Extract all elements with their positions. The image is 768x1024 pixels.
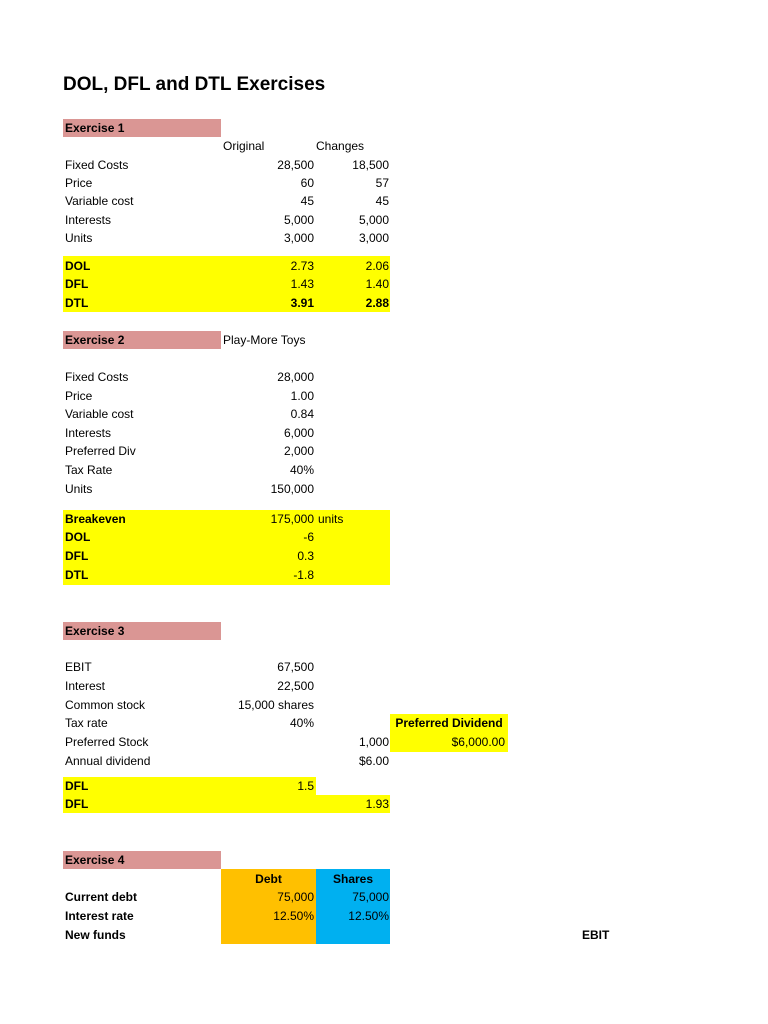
row-value: 0.84: [290, 407, 314, 421]
row-label: Price: [65, 176, 93, 190]
column-shares: Shares: [332, 872, 374, 886]
original-value: 5,000: [283, 213, 314, 227]
row-label: Units: [65, 482, 93, 496]
breakeven-value: 175,000: [270, 512, 314, 526]
result-value: 1.5: [297, 779, 314, 793]
exercise-4-header: Exercise 4: [65, 853, 125, 867]
company-name: Play-More Toys: [223, 333, 306, 347]
row-label: Fixed Costs: [65, 370, 129, 384]
column-original: Original: [223, 139, 265, 153]
row-value: 6,000: [283, 426, 314, 440]
result-value-2: 1.93: [365, 797, 389, 811]
exercise-3-header: Exercise 3: [65, 624, 125, 638]
row-label: Interest rate: [65, 909, 134, 923]
row-label: Interests: [65, 426, 112, 440]
result-label: DOL: [65, 530, 91, 544]
changes-value: 57: [375, 176, 389, 190]
original-value: 2.73: [290, 259, 314, 273]
original-value: 60: [300, 176, 314, 190]
result-label: DTL: [65, 568, 89, 582]
original-value: 3.91: [290, 296, 314, 310]
result-label: Breakeven: [65, 512, 126, 526]
row-label: Common stock: [65, 698, 146, 712]
row-label: Fixed Costs: [65, 158, 129, 172]
shares-value: 12.50%: [348, 909, 389, 923]
preferred-dividend-label: Preferred Dividend: [395, 716, 503, 730]
changes-value: 2.06: [365, 259, 389, 273]
row-label: Preferred Div: [65, 444, 136, 458]
debt-value: 75,000: [277, 890, 314, 904]
result-value: 0.3: [297, 549, 314, 563]
column-debt: Debt: [255, 872, 282, 886]
preferred-dividend-value: $6,000.00: [451, 735, 505, 749]
changes-value: 2.88: [365, 296, 389, 310]
result-label: DTL: [65, 296, 89, 310]
result-label: DOL: [65, 259, 91, 273]
row-label: Variable cost: [65, 194, 134, 208]
result-label: DFL: [65, 797, 89, 811]
ebit-label: EBIT: [582, 928, 610, 942]
row-label: Price: [65, 389, 93, 403]
row-label: Tax Rate: [65, 463, 113, 477]
row-label: Preferred Stock: [65, 735, 149, 749]
changes-value: 5,000: [358, 213, 389, 227]
result-label: DFL: [65, 549, 89, 563]
result-label: DFL: [65, 277, 89, 291]
row-value: 2,000: [283, 444, 314, 458]
changes-value: 3,000: [358, 231, 389, 245]
row-label: Variable cost: [65, 407, 134, 421]
row-value: 150,000: [270, 482, 314, 496]
shares-value: 75,000: [352, 890, 389, 904]
breakeven-unit: units: [318, 512, 344, 526]
row-value-2: $6.00: [358, 754, 389, 768]
row-label: Annual dividend: [65, 754, 151, 768]
row-label: Interest: [65, 679, 106, 693]
row-label: New funds: [65, 928, 126, 942]
changes-value: 45: [375, 194, 389, 208]
row-value: 67,500: [277, 660, 314, 674]
row-value: 15,000 shares: [237, 698, 314, 712]
result-label: DFL: [65, 779, 89, 793]
row-value: 40%: [289, 716, 314, 730]
exercise-1-header: Exercise 1: [65, 121, 125, 135]
row-value: 1.00: [290, 389, 314, 403]
row-label: Current debt: [65, 890, 137, 904]
page-title: DOL, DFL and DTL Exercises: [63, 74, 326, 95]
row-label: Tax rate: [65, 716, 108, 730]
row-value: 40%: [289, 463, 314, 477]
row-value-2: 1,000: [358, 735, 389, 749]
changes-value: 1.40: [365, 277, 389, 291]
column-changes: Changes: [316, 139, 365, 153]
debt-value: 12.50%: [273, 909, 314, 923]
row-value: 22,500: [277, 679, 314, 693]
original-value: 45: [300, 194, 314, 208]
row-label: EBIT: [65, 660, 92, 674]
original-value: 28,500: [277, 158, 314, 172]
row-label: Interests: [65, 213, 112, 227]
original-value: 1.43: [290, 277, 314, 291]
exercise-2-header: Exercise 2: [65, 333, 125, 347]
row-label: Units: [65, 231, 93, 245]
original-value: 3,000: [283, 231, 314, 245]
result-value: -1.8: [293, 568, 314, 582]
row-value: 28,000: [277, 370, 314, 384]
changes-value: 18,500: [352, 158, 389, 172]
result-value: -6: [303, 530, 314, 544]
